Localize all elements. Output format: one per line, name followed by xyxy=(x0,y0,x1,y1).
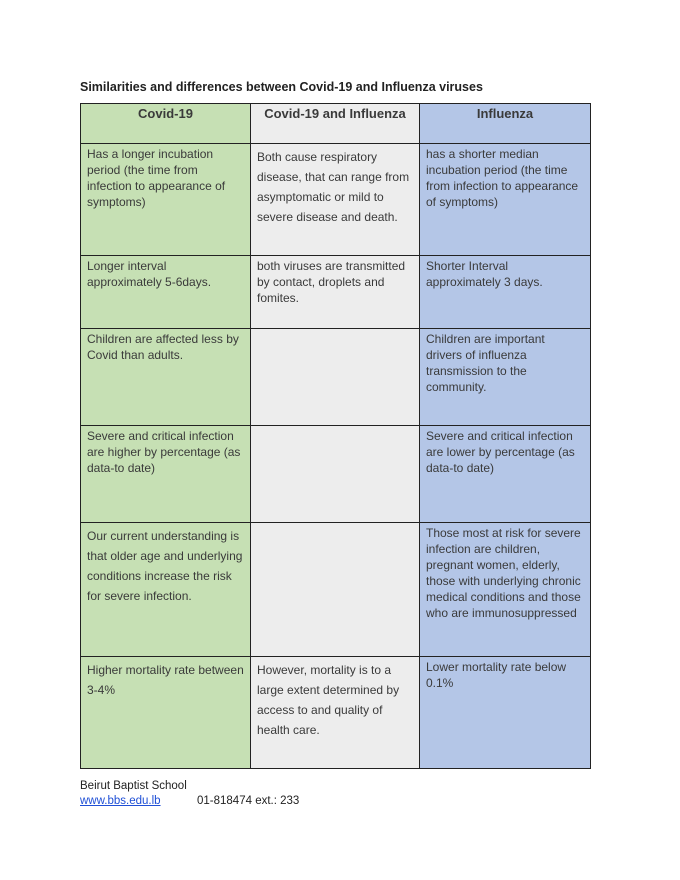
cell-influenza: Those most at risk for severe infection are children, pregnant women, elderly, those with underlying chronic medical conditions and those who are immunosuppressed xyxy=(420,523,591,657)
cell-influenza: Severe and critical infection are lower by percentage (as data-to date) xyxy=(420,426,591,523)
cell-both: both viruses are transmitted by contact, droplets and fomites. xyxy=(251,256,420,329)
cell-covid: Children are affected less by Covid than adults. xyxy=(81,329,251,426)
website-link[interactable]: www.bbs.edu.lb xyxy=(80,795,161,807)
cell-both xyxy=(251,329,420,426)
cell-influenza: Children are important drivers of influenza transmission to the community. xyxy=(420,329,591,426)
header-both: Covid-19 and Influenza xyxy=(251,104,420,144)
footer-website-line xyxy=(80,795,161,807)
table-row xyxy=(81,657,591,769)
cell-influenza: Lower mortality rate below 0.1% xyxy=(420,657,591,769)
cell-both: Both cause respiratory disease, that can range from asymptomatic or mild to severe disease and death. xyxy=(251,144,420,256)
comparison-table xyxy=(80,103,591,769)
cell-covid: Our current understanding is that older age and underlying conditions increase the risk for severe infection. xyxy=(81,523,251,657)
header-covid: Covid-19 xyxy=(81,104,251,144)
table-row xyxy=(81,256,591,329)
table-row xyxy=(81,523,591,657)
cell-covid: Higher mortality rate between 3-4% xyxy=(81,657,251,769)
cell-covid: Has a longer incubation period (the time from infection to appearance of symptoms) xyxy=(81,144,251,256)
cell-both: However, mortality is to a large extent determined by access to and quality of health care. xyxy=(251,657,420,769)
table-header-row xyxy=(81,104,591,144)
cell-covid: Severe and critical infection are higher by percentage (as data-to date) xyxy=(81,426,251,523)
footer-school-name: Beirut Baptist School xyxy=(80,780,187,792)
cell-covid: Longer interval approximately 5-6days. xyxy=(81,256,251,329)
cell-influenza: Shorter Interval approximately 3 days. xyxy=(420,256,591,329)
table-row xyxy=(81,426,591,523)
document-title: Similarities and differences between Covid-19 and Influenza viruses xyxy=(80,80,483,94)
table-row xyxy=(81,144,591,256)
footer-phone: 01-818474 ext.: 233 xyxy=(197,795,300,807)
header-influenza: Influenza xyxy=(420,104,591,144)
cell-both xyxy=(251,426,420,523)
table-row xyxy=(81,329,591,426)
cell-both xyxy=(251,523,420,657)
cell-influenza: has a shorter median incubation period (the time from infection to appearance of symptoms) xyxy=(420,144,591,256)
